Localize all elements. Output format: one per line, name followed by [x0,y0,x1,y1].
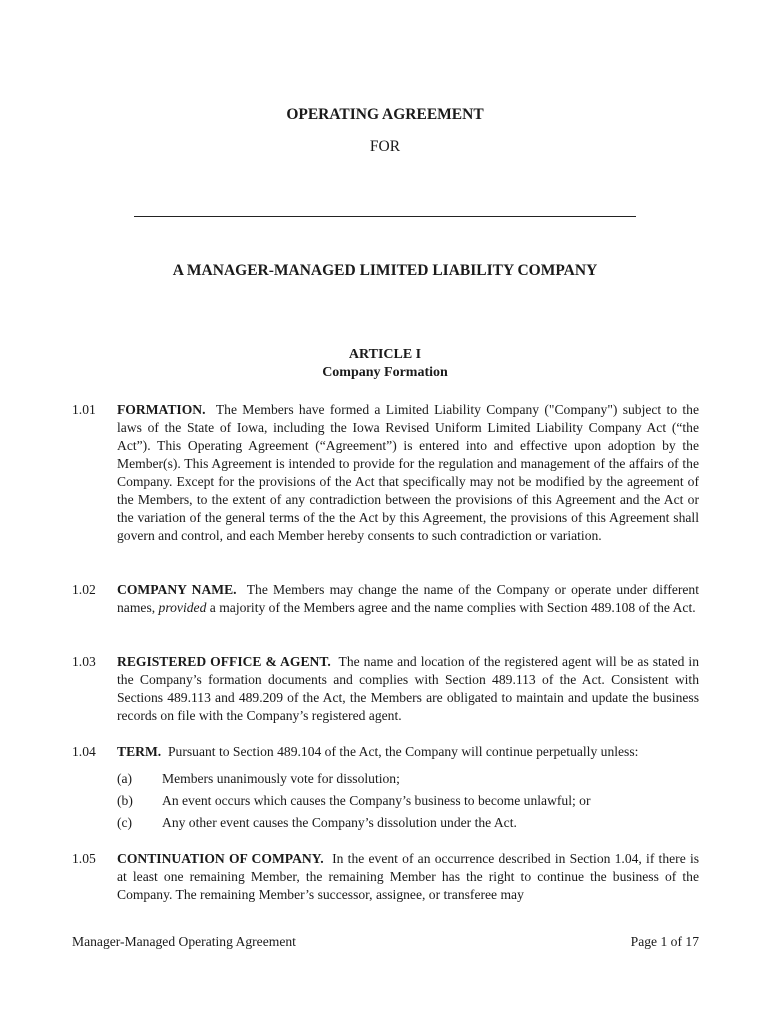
footer-page-number: Page 1 of 17 [630,934,699,949]
section-number: 1.01 [72,402,96,417]
list-item-text: Any other event causes the Company’s dissolution under the Act. [162,815,517,830]
list-item-label: (c) [117,815,133,830]
footer-document-name: Manager-Managed Operating Agreement [72,934,296,949]
list-item [117,792,699,810]
section-text-emphasis: provided [158,600,207,615]
section-heading: TERM. [117,744,162,759]
document-subtitle: A MANAGER-MANAGED LIMITED LIABILITY COMPANY [172,262,598,279]
section-number: 1.02 [72,582,96,597]
list-item-text: An event occurs which causes the Company’s business to become unlawful; or [162,793,591,808]
list-item [117,814,699,832]
section-heading: COMPANY NAME. [117,582,237,597]
section-1-01 [72,401,699,545]
list-item [117,770,699,788]
section-number: 1.03 [72,654,96,669]
section-number: 1.04 [72,744,96,759]
section-1-02 [72,581,699,617]
section-text: a majority of the Members agree and the name complies with Section 489.108 of the Act. [209,600,696,615]
section-heading: REGISTERED OFFICE & AGENT. [117,654,331,669]
document-for-line: FOR [369,138,401,155]
company-name-blank [134,200,636,217]
list-item-text: Members unanimously vote for dissolution; [162,771,400,786]
list-item-label: (a) [117,771,133,786]
document-title: OPERATING AGREEMENT [286,106,484,123]
article-heading: ARTICLE I [348,347,422,362]
section-text: The Members may change the name of the Company or operate under different names, [117,582,700,615]
section-heading: FORMATION. [117,402,206,417]
article-subheading: Company Formation [322,365,448,380]
section-1-04 [72,743,699,761]
section-heading: CONTINUATION OF COMPANY. [117,851,324,866]
section-text: The Members have formed a Limited Liability Company ("Company") subject to the laws of the State of Iowa, including the Iowa Revised Uniform Limited Liability Company Act (“the Act”). This Operating Agreement (“Agreement”) is entered into and effective upon adoption by the Member(s). This Agreement is intended to provide for the regulation and management of the affairs of the Company. Except for the provisions of the Act that specifically may not be modified by the agreement of the Members, to the extent of any contradiction between the provisions of this Agreement and the Act or the variation of the general terms of the the Act by this Agreement, the provisions of this Agreement shall govern and control, and each Member hereby consents to such contradiction or variation. [117,402,699,543]
list-item-label: (b) [117,793,133,808]
section-text: The name and location of the registered agent will be as stated in the Company’s formation documents and complies with Section 489.113 of the Act. Consistent with Sections 489.113 and 489.209 of the Act, the Members are obligated to maintain and update the business records on file with the Company’s registered agent. [117,654,700,723]
section-1-03 [72,653,699,725]
section-number: 1.05 [72,851,96,866]
section-1-05 [72,850,699,904]
section-text: In the event of an occurrence described in Section 1.04, if there is at least one remaining Member, the remaining Member has the right to continue the business of the Company. The remaining Member’s successor, assignee, or transferee may [117,851,700,902]
section-text: Pursuant to Section 489.104 of the Act, the Company will continue perpetually unless: [167,744,639,759]
